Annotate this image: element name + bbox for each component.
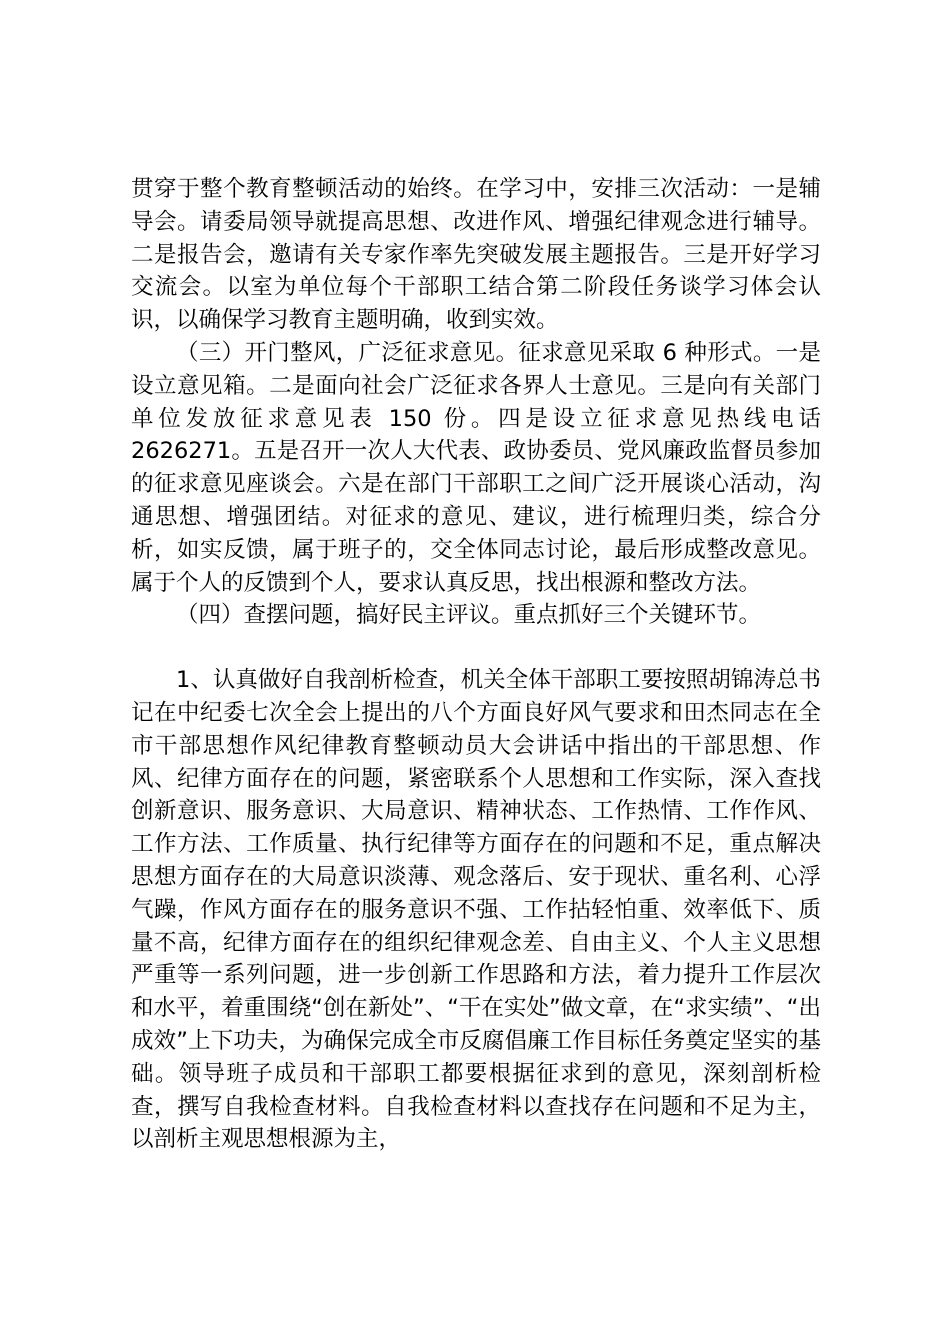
paragraph-identify-problems: （四）查摆问题，搞好民主评议。重点抓好三个关键环节。 bbox=[176, 602, 762, 629]
paragraph-spacer bbox=[131, 632, 821, 664]
paragraph-open-rectification: （三）开门整风，广泛征求意见。征求意见采取 6 种形式。一是设立意见箱。二是面向社会广泛征求各界人士意见。三是向有关部门单位发放征求意见表 150 份。四是设立征求意见热线电话 2626271。五是召开一次人大代表、政协委员、党风廉政监督员参加的征求意见座谈会。六是在部门干部职工之间广泛开展谈心活动，沟通思想、增强团结。对征求的意见、建议，进行梳理归类，综合分析，如实反馈，属于班子的，交全体同志讨论，最后形成整改意见。属于个人的反馈到个人，要求认真反思，找出根源和整改方法。 bbox=[131, 339, 821, 596]
document-body bbox=[131, 173, 821, 1156]
paragraph-study-activities: 贯穿于整个教育整顿活动的始终。在学习中，安排三次活动：一是辅导会。请委局领导就提高思想、改进作风、增强纪律观念进行辅导。二是报告会，邀请有关专家作率先突破发展主题报告。三是开好学习交流会。以室为单位每个干部职工结合第二阶段任务谈学习体会认识，以确保学习教育主题明确，收到实效。 bbox=[131, 176, 821, 334]
paragraph-self-examination: 1、认真做好自我剖析检查，机关全体干部职工要按照胡锦涛总书记在中纪委七次全会上提出的八个方面良好风气要求和田杰同志在全市干部思想作风纪律教育整顿动员大会讲话中指出的干部思想、作风、纪律方面存在的问题，紧密联系个人思想和工作实际，深入查找创新意识、服务意识、大局意识、精神状态、工作热情、工作作风、工作方法、工作质量、执行纪律等方面存在的问题和不足，重点解决思想方面存在的大局意识淡薄、观念落后、安于现状、重名利、心浮气躁，作风方面存在的服务意识不强、工作拈轻怕重、效率低下、质量不高，纪律方面存在的组织纪律观念差、自由主义、个人主义思想严重等一系列问题，进一步创新工作思路和方法，着力提升工作层次和水平，着重围绕“创在新处”、“干在实处”做文章，在“求实绩”、“出成效”上下功夫，为确保完成全市反腐倡廉工作目标任务奠定坚实的基础。领导班子成员和干部职工都要根据征求到的意见，深刻剖析检查，撰写自我检查材料。自我检查材料以查找存在问题和不足为主，以剖析主观思想根源为主， bbox=[131, 667, 821, 1153]
